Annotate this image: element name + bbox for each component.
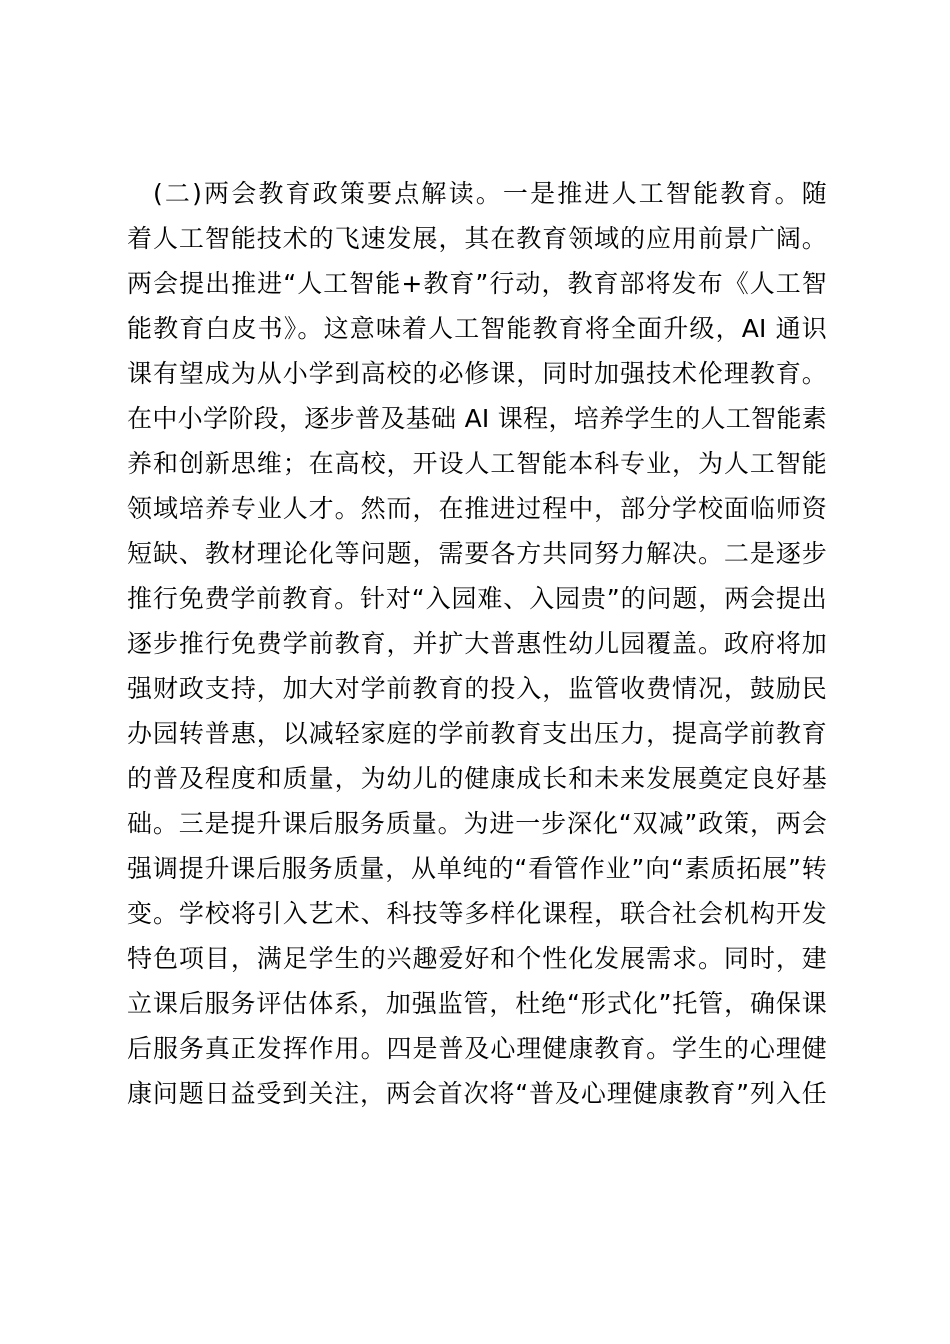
paragraph-line: 推行免费学前教育。针对“入园难、入园贵”的问题，两会提出: [127, 584, 827, 613]
paragraph-line: 两会提出推进“人工智能+教育”行动，教育部将发布《人工智: [127, 269, 827, 298]
paragraph-line: 课有望成为从小学到高校的必修课，同时加强技术伦理教育。: [127, 359, 827, 388]
paragraph-line: 变。学校将引入艺术、科技等多样化课程，联合社会机构开发: [127, 899, 827, 928]
paragraph-line: 后服务真正发挥作用。四是普及心理健康教育。学生的心理健: [127, 1034, 827, 1063]
paragraph-line: 能教育白皮书》。这意味着人工智能教育将全面升级，AI 通识: [127, 314, 827, 343]
paragraph-line: 养和创新思维；在高校，开设人工智能本科专业，为人工智能: [127, 449, 827, 478]
body-paragraph: [127, 171, 827, 1116]
paragraph-line: 办园转普惠，以减轻家庭的学前教育支出压力，提高学前教育: [127, 719, 827, 748]
paragraph-line: 短缺、教材理论化等问题，需要各方共同努力解决。二是逐步: [127, 539, 827, 568]
paragraph-line: 在中小学阶段，逐步普及基础 AI 课程，培养学生的人工智能素: [127, 404, 827, 433]
paragraph-line: 领域培养专业人才。然而，在推进过程中，部分学校面临师资: [127, 494, 827, 523]
paragraph-line: 康问题日益受到关注，两会首次将“普及心理健康教育”列入任: [127, 1079, 827, 1108]
paragraph-line: 的普及程度和质量，为幼儿的健康成长和未来发展奠定良好基: [127, 764, 827, 793]
paragraph-line: 特色项目，满足学生的兴趣爱好和个性化发展需求。同时，建: [127, 944, 827, 973]
paragraph-line: (二)两会教育政策要点解读。一是推进人工智能教育。随: [153, 179, 827, 208]
paragraph-line: 逐步推行免费学前教育，并扩大普惠性幼儿园覆盖。政府将加: [127, 629, 827, 658]
paragraph-line: 立课后服务评估体系，加强监管，杜绝“形式化”托管，确保课: [127, 989, 827, 1018]
paragraph-line: 着人工智能技术的飞速发展，其在教育领域的应用前景广阔。: [127, 224, 827, 253]
paragraph-line: 强财政支持，加大对学前教育的投入，监管收费情况，鼓励民: [127, 674, 827, 703]
paragraph-line: 强调提升课后服务质量，从单纯的“看管作业”向“素质拓展”转: [127, 854, 827, 883]
paragraph-line: 础。三是提升课后服务质量。为进一步深化“双减”政策，两会: [127, 809, 827, 838]
